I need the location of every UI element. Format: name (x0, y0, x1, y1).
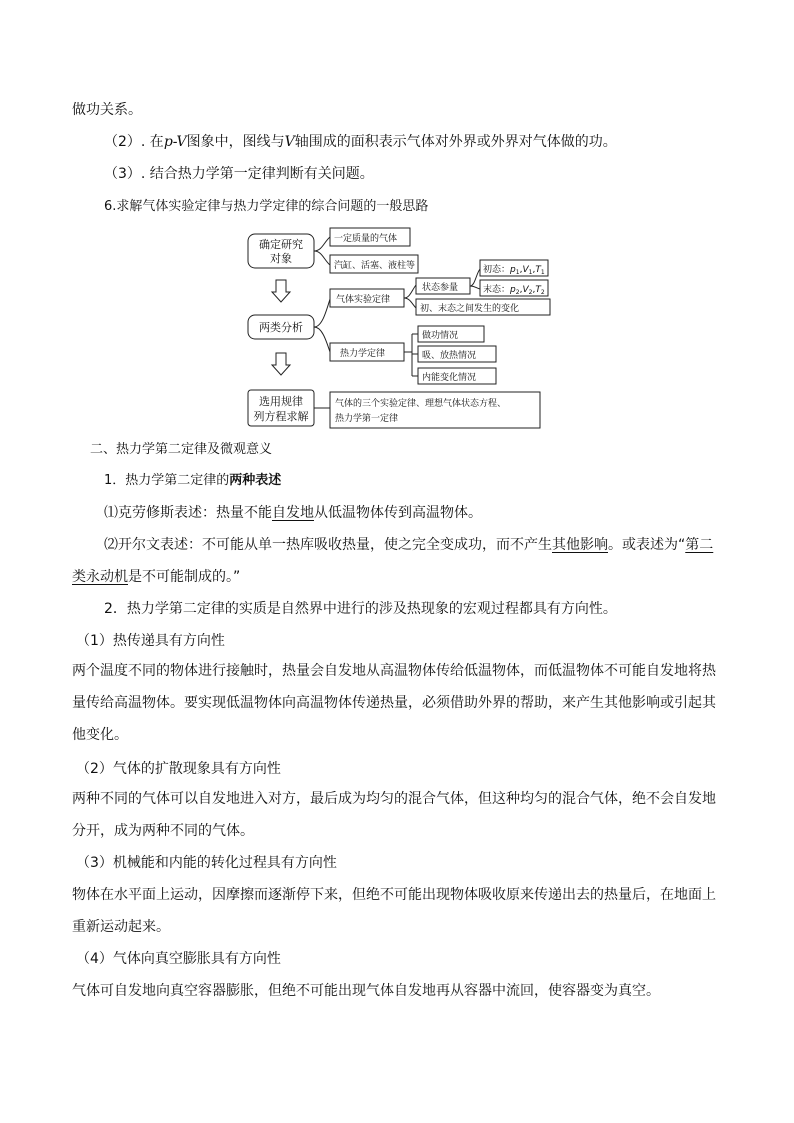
subsection-heading (76, 949, 281, 969)
brace-connector (314, 299, 330, 352)
paragraph-text: 做功关系。 (72, 102, 142, 118)
text-line (72, 981, 660, 1001)
down-arrow-icon (272, 353, 290, 375)
step-label: 选用规律 (259, 395, 303, 408)
box-label: 一定质量的气体 (334, 234, 398, 244)
paragraph-text: 重新运动起来。 (72, 919, 170, 935)
step-label: 对象 (270, 252, 292, 265)
subheading (104, 471, 281, 491)
paragraph-text: 两种不同的气体可以自发地进入对方，最后成为均匀的混合气体，但这种均匀的混合气体，绝不会自发地 (72, 791, 716, 807)
text-line (104, 164, 374, 184)
flow-diagram (240, 222, 560, 432)
paragraph-text: ⑴克劳修斯表述：热量不能 (104, 505, 272, 521)
paragraph-text: （3）. 结合热力学第一定律判断有关问题。 (104, 166, 374, 182)
paragraph-text: 分开，成为两种不同的气体。 (72, 823, 254, 839)
paragraph-text: 气体可自发地向真空容器膨胀，但绝不可能出现气体自发地再从容器中流回，使容器变为真空。 (72, 983, 660, 999)
box-label: 汽缸、活塞、液柱等 (334, 261, 416, 271)
subheading-text: 1．热力学第二定律的 (104, 473, 230, 488)
text-line (72, 693, 716, 713)
text-line (104, 599, 617, 619)
text-line (72, 885, 716, 905)
step-label: 两类分析 (259, 321, 303, 334)
text-line (104, 535, 713, 555)
pv-symbol: p-V (163, 134, 187, 150)
box-label: 状态参量 (422, 283, 459, 293)
underlined-text: 第二 (685, 537, 714, 553)
subheading-emph: 两种表述 (229, 473, 282, 488)
branch-connector (404, 334, 418, 376)
paragraph-text: 2．热力学第二定律的实质是自然界中进行的涉及热现象的宏观过程都具有方向性。 (104, 601, 617, 617)
heading-text: （4）气体向真空膨胀具有方向性 (76, 951, 281, 967)
heading-text: （1）热传递具有方向性 (76, 633, 225, 649)
diagram-caption (104, 197, 428, 217)
paragraph-text: 他变化。 (72, 727, 128, 743)
paragraph-text: ⑵开尔文表述：不可能从单一热库吸收热量，使之完全变成功，而不产生 (104, 537, 552, 553)
heading-text: （2）气体的扩散现象具有方向性 (76, 761, 281, 777)
paragraph-text: 量传给高温物体。要实现低温物体向高温物体传递热量，必须借助外界的帮助，来产生其他影响或引起其 (72, 695, 716, 711)
paragraph-text: 图象中，图线与 (186, 134, 285, 150)
caption-text: 6.求解气体实验定律与热力学定律的综合问题的一般思路 (104, 199, 429, 214)
paragraph-text: 。或表述为“ (608, 537, 686, 553)
section-heading (90, 440, 272, 460)
initial-state-text: 初态：$p_1,V_1,T_1$ (483, 265, 545, 276)
heading-text: （3）机械能和内能的转化过程具有方向性 (76, 855, 337, 871)
final-state-text: 末态：$p_2,V_2,T_2$ (483, 285, 545, 296)
down-arrow-icon (272, 280, 290, 302)
box-label: 内能变化情况 (422, 373, 477, 383)
brace-connector (404, 285, 416, 308)
text-line (72, 725, 128, 745)
underlined-text: 自发地 (272, 505, 314, 521)
text-line (72, 567, 240, 587)
text-line (72, 661, 716, 681)
text-line (72, 100, 142, 120)
paragraph-text: （2）. 在 (104, 134, 164, 150)
box-label: 初、末态之间发生的变化 (420, 304, 520, 314)
step-label: 确定研究 (259, 238, 303, 251)
box-label: 热力学定律 (340, 349, 386, 359)
paragraph-text: 从低温物体传到高温物体。 (314, 505, 482, 521)
paragraph-text: 物体在水平面上运动，因摩擦而逐渐停下来，但绝不可能出现物体吸收原来传递出去的热量后，在地面上 (72, 887, 716, 903)
box-label: 吸、放热情况 (422, 351, 477, 361)
subsection-heading (76, 759, 281, 779)
subsection-heading (76, 853, 337, 873)
text-line (104, 503, 482, 523)
step-label: 列方程求解 (253, 410, 309, 423)
box-label: 气体实验定律 (336, 295, 391, 305)
paragraph-text: 轴围成的面积表示气体对外界或外界对气体做的功。 (294, 134, 617, 150)
text-line (72, 917, 170, 937)
brace-connector (314, 237, 330, 265)
paragraph-text: 两个温度不同的物体进行接触时，热量会自发地从高温物体传给低温物体，而低温物体不可能自发地将热 (72, 663, 716, 679)
text-line (72, 789, 716, 809)
underlined-text: 其他影响 (552, 537, 608, 553)
text-line (104, 132, 617, 152)
subsection-heading (76, 631, 225, 651)
box-label: 气体的三个实验定律、理想气体状态方程、 (335, 399, 507, 409)
v-symbol: V (284, 134, 295, 150)
text-line (72, 821, 254, 841)
heading-text: 二、热力学第二定律及微观意义 (90, 442, 273, 457)
box-label: 热力学第一定律 (335, 414, 399, 424)
brace-connector (470, 269, 480, 289)
paragraph-text: 是不可能制成的。” (128, 569, 241, 585)
box-label: 做功情况 (422, 331, 459, 341)
underlined-text: 类永动机 (72, 569, 128, 585)
